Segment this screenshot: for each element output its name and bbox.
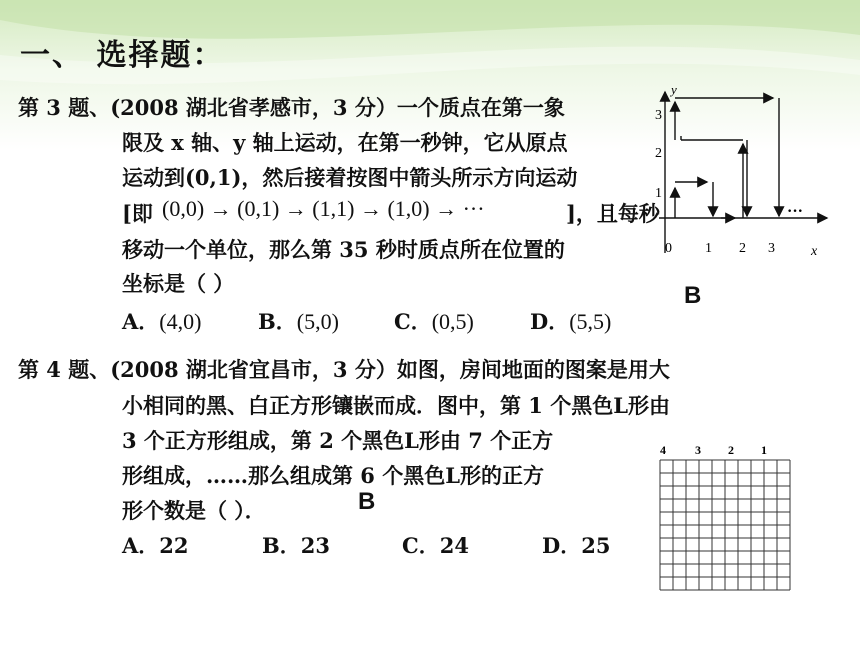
grid-lines	[660, 460, 790, 590]
q3-line-4-suffix: ]，且每秒	[566, 201, 660, 226]
q3-option-b-letter: B．	[258, 309, 297, 334]
grid-label-1: 1	[761, 443, 767, 457]
q3-sequence: (0,0) → (0,1) → (1,1) → (1,0) → ···	[162, 196, 485, 221]
q4-line-5: 形个数是（ ）．	[122, 498, 266, 523]
q4-option-d[interactable]	[542, 530, 610, 560]
q4-option-a[interactable]	[122, 530, 189, 560]
q3-option-b-value: (5,0)	[296, 309, 339, 334]
motion-path	[675, 98, 779, 218]
x-tick-2: 2	[739, 241, 746, 256]
q4-option-b-letter: B．	[262, 533, 301, 558]
q4-line-1: 第 4 题、(2008 湖北省宜昌市，3 分）如图，房间地面的图案是用大	[18, 357, 670, 382]
q4-option-c-letter: C．	[402, 533, 440, 558]
q4-option-c-value: 24	[439, 533, 469, 558]
origin-label: 0	[665, 241, 672, 256]
q3-option-c-value: (0,5)	[431, 309, 474, 334]
grid-label-2: 2	[728, 443, 734, 457]
q3-line-2: 限及 x 轴、y 轴上运动，在第一秒钟，它从原点	[122, 130, 568, 155]
grid-label-3: 3	[695, 443, 701, 457]
q3-option-d[interactable]	[530, 306, 611, 336]
q3-option-a-value: (4,0)	[159, 309, 202, 334]
x-tick-3: 3	[768, 241, 775, 256]
q3-option-c[interactable]	[394, 306, 474, 336]
y-tick-1: 1	[655, 186, 662, 201]
section-title: 一、 选择题：	[20, 38, 225, 73]
q3-motion-figure	[655, 78, 835, 263]
y-tick-2: 2	[655, 146, 662, 161]
q4-option-b[interactable]	[262, 530, 330, 560]
q4-option-a-letter: A．	[122, 533, 160, 558]
x-tick-1: 1	[705, 241, 712, 256]
q4-option-d-value: 25	[581, 533, 611, 558]
q3-option-a[interactable]	[122, 306, 201, 336]
y-tick-3: 3	[655, 108, 662, 123]
q3-option-d-value: (5,5)	[569, 309, 612, 334]
q4-tile-grid	[655, 440, 795, 592]
q3-option-b[interactable]	[258, 306, 339, 336]
q4-line-4: 形组成，……那么组成第 6 个黑色L形的正方	[122, 463, 544, 488]
q3-line-6: 坐标是（ ）	[122, 271, 235, 296]
q3-option-d-letter: D．	[530, 309, 570, 334]
q4-option-b-value: 23	[300, 533, 330, 558]
q3-line-4-prefix: [即	[122, 201, 153, 226]
q4-option-c[interactable]	[402, 530, 469, 560]
q3-option-a-letter: A．	[122, 309, 160, 334]
q4-answer-mark: B	[358, 488, 376, 515]
q3-answer-mark: B	[684, 282, 702, 309]
q4-option-a-value: 22	[159, 533, 189, 558]
grid-label-4: 4	[660, 443, 666, 457]
y-axis-label: y	[671, 82, 677, 97]
q4-option-d-letter: D．	[542, 533, 582, 558]
x-axis-label: x	[811, 244, 818, 259]
q4-line-2: 小相同的黑、白正方形镶嵌而成．图中，第 1 个黑色L形由	[122, 393, 670, 418]
q4-line-3: 3 个正方形组成，第 2 个黑色L形由 7 个正方	[122, 428, 554, 453]
figure-ellipsis: ···	[787, 203, 804, 220]
q3-line-5: 移动一个单位，那么第 35 秒时质点所在位置的	[122, 237, 565, 262]
q3-option-c-letter: C．	[394, 309, 432, 334]
q3-line-1: 第 3 题、(2008 湖北省孝感市，3 分）一个质点在第一象	[18, 95, 565, 120]
q3-line-3: 运动到(0,1)，然后接着按图中箭头所示方向运动	[122, 165, 578, 190]
